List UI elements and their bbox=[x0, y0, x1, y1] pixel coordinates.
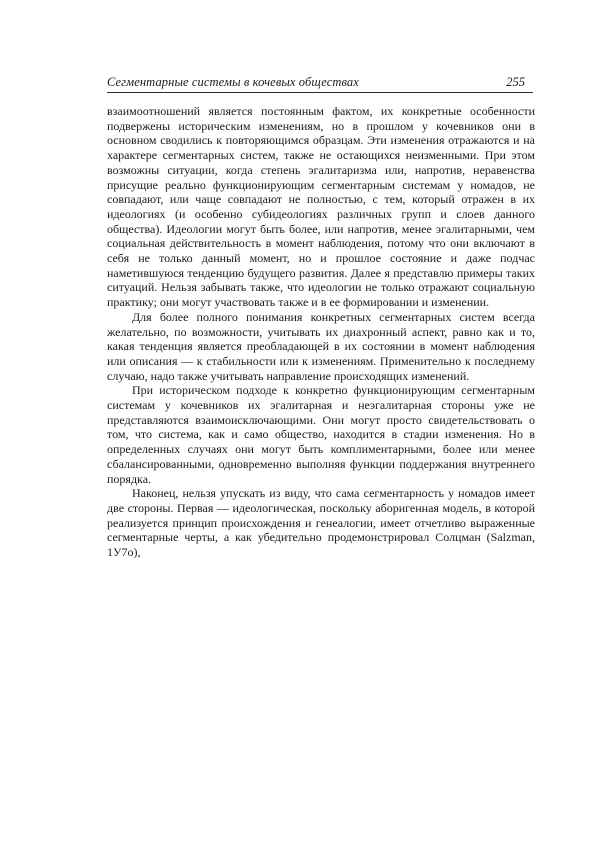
running-head bbox=[107, 70, 533, 93]
running-title: Сегментарные системы в кочевых обществах bbox=[107, 75, 359, 89]
paragraph: Наконец, нельзя упускать из виду, что сама сегментарность у номадов имеет две стороны. Первая — идеологическая, поскольку аборигенная модель, в которой реализуется принцип происхождения и генеалогии, имеет отчетливо выраженные сегментарные черты, а как убедительно продемонстрировал Солцман (Salzman, 1У7о), bbox=[107, 486, 535, 560]
paragraph: Для более полного понимания конкретных сегментарных систем всегда желательно, по возможности, учитывать их диахронный аспект, равно как и то, какая тенденция является преобладающей в их состоянии в момент наблюдения или описания — к стабильности или к изменениям. Применительно к последнему случаю, надо также учитывать направление происходящих изменений. bbox=[107, 309, 535, 383]
body-text bbox=[107, 104, 535, 560]
paragraph: взаимоотношений является постоянным фактом, их конкретные особенности подвержены историческим изменениям, но в прошлом у кочевников они в основном сводились к повторяющимся образцам. Эти изменения отражаются и на характере сегментарных систем, также не остающихся неизменными. При этом возможны ситуации, когда степень эгалитаризма или, напротив, неравенства присущие реально функционирующим сегментарным системам у номадов, не совпадают, или чаще совпадают не полностью, с тем, который отражен в их идеологиях (и особенно субидеологиях различных групп и слоев данного общества). Идеологии могут быть более, или напротив, менее эгалитарными, чем социальная действительность в момент наблюдения, потому что они включают в себя не только данный момент, но и прошлое состояние и даже подчас наметившуюся тенденцию будущего развития. Далее я представлю примеры таких ситуаций. Нельзя забывать также, что идеологии не только отражают социальную практику; они могут участвовать также и в ее формировании и изменении. bbox=[107, 104, 535, 310]
page-number: 255 bbox=[506, 75, 525, 89]
paragraph: При историческом подходе к конкретно функционирующим сегментарным системам у кочевников их эгалитарная и неэгалитарная стороны уже не представляются взаимоисключающими. Они могут просто свидетельствовать о том, что система, как и само общество, находится в стадии изменения. Но в определенных случаях они могут быть комплиментарными, более или менее сбалансированными, одновременно выполняя функции поддержания внутреннего порядка. bbox=[107, 383, 535, 486]
